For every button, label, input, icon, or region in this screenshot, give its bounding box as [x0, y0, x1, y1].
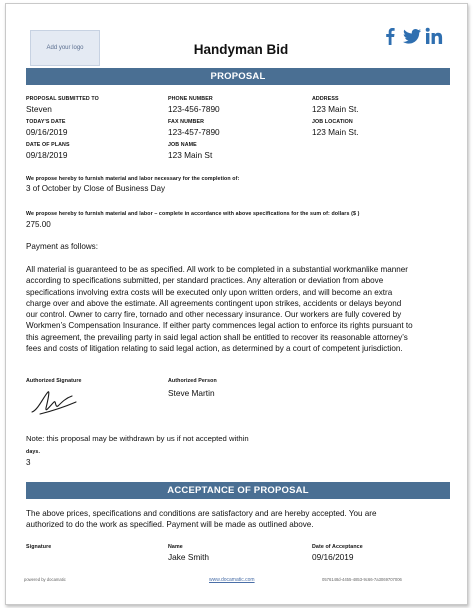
terms-line: charge over and above the estimate. All agreements contingent upon strikes, accidents or delays beyond	[26, 298, 402, 308]
completion-value: 3 of October by Close of Business Day	[26, 184, 166, 193]
sum-prompt: We propose hereby to furnish material and labor – complete in accordance with above specifications for the sum of: dollars ($ )	[26, 211, 360, 217]
job-name-label: JOB NAME	[168, 142, 197, 148]
days-label: days.	[26, 449, 41, 455]
terms-line: according to specifications submitted, per standard practices. Any alteration or deviation from above	[26, 276, 384, 286]
job-location-label: JOB LOCATION	[312, 119, 353, 125]
payment-text: Payment as follows:	[26, 242, 98, 251]
authorized-signature-label: Authorized Signature	[26, 378, 82, 384]
logo-placeholder-text: Add your logo	[46, 45, 84, 51]
date-of-acceptance-label: Date of Acceptance	[312, 544, 363, 550]
terms-line: Workmen’s Compensation Insurance. If either party commences legal action to enforce its rights pursuant to	[26, 321, 413, 331]
facebook-icon[interactable]	[380, 26, 400, 46]
fax-value: 123-457-7890	[168, 127, 220, 137]
acceptance-section-header: ACCEPTANCE OF PROPOSAL	[26, 482, 450, 499]
fax-label: FAX NUMBER	[168, 119, 205, 125]
linkedin-icon[interactable]	[424, 26, 444, 46]
authorized-person-label: Authorized Person	[168, 378, 217, 384]
days-value: 3	[26, 458, 31, 467]
phone-label: PHONE NUMBER	[168, 96, 213, 102]
phone-value: 123-456-7890	[168, 104, 220, 114]
terms-line: fees and costs of litigation relating to said legal action, as determined by a court of competent jurisdiction.	[26, 344, 403, 354]
job-location-value: 123 Main St.	[312, 127, 359, 137]
job-name-value: 123 Main St	[168, 150, 213, 160]
proposal-section-header: PROPOSAL	[26, 68, 450, 85]
date-of-plans-label: DATE OF PLANS	[26, 142, 70, 148]
date-of-acceptance-value: 09/16/2019	[312, 552, 354, 562]
acceptance-paragraph	[26, 508, 452, 531]
terms-line: our control. Owner to carry fire, tornado and other necessary insurance. Our workers are fully covered by	[26, 310, 402, 320]
completion-prompt: We propose hereby to furnish material and labor necessary for the completion of:	[26, 176, 240, 182]
social-icons	[380, 26, 444, 46]
address-label: ADDRESS	[312, 96, 339, 102]
acceptance-line: authorized to do the work as specified. Payment will be made as outlined above.	[26, 520, 314, 530]
name-value: Jake Smith	[168, 552, 210, 562]
document-page	[5, 3, 468, 605]
todays-date-label: TODAY'S DATE	[26, 119, 66, 125]
acceptance-line: The above prices, specifications and conditions are satisfactory and are hereby accepted. You are	[26, 509, 377, 518]
signature-label: Signature	[26, 544, 52, 550]
document-id: 0576148d-4455-4853-9c66-7a3069707006	[322, 577, 402, 582]
date-of-plans-value: 09/18/2019	[26, 150, 68, 160]
footer-link[interactable]: www.docamatic.com	[209, 577, 255, 583]
name-label: Name	[168, 544, 183, 550]
document-title: Handyman Bid	[193, 42, 289, 57]
terms-paragraph	[26, 264, 452, 354]
withdraw-note: Note: this proposal may be withdrawn by us if not accepted within	[26, 434, 249, 443]
terms-line: specifications involving extra costs will be executed only upon written orders, and will become an extra	[26, 287, 393, 297]
terms-line: this agreement, the prevailing party in said legal action shall be entitled to recover its reasonable attorney’s	[26, 332, 408, 342]
submitted-to-label: PROPOSAL SUBMITTED TO	[26, 96, 99, 102]
address-value: 123 Main St.	[312, 104, 359, 114]
submitted-to-value: Steven	[26, 104, 52, 114]
todays-date-value: 09/16/2019	[26, 127, 68, 137]
sum-value: 275.00	[26, 220, 51, 229]
authorized-person-value: Steve Martin	[168, 388, 215, 398]
powered-by-text: powered by docamatic	[24, 577, 66, 582]
twitter-icon[interactable]	[402, 26, 422, 46]
authorized-signature-image	[28, 386, 84, 418]
logo-placeholder[interactable]	[30, 30, 100, 66]
terms-line: All material is guaranteed to be as specified. All work to be completed in a substantial workmanlike manner	[26, 265, 408, 274]
